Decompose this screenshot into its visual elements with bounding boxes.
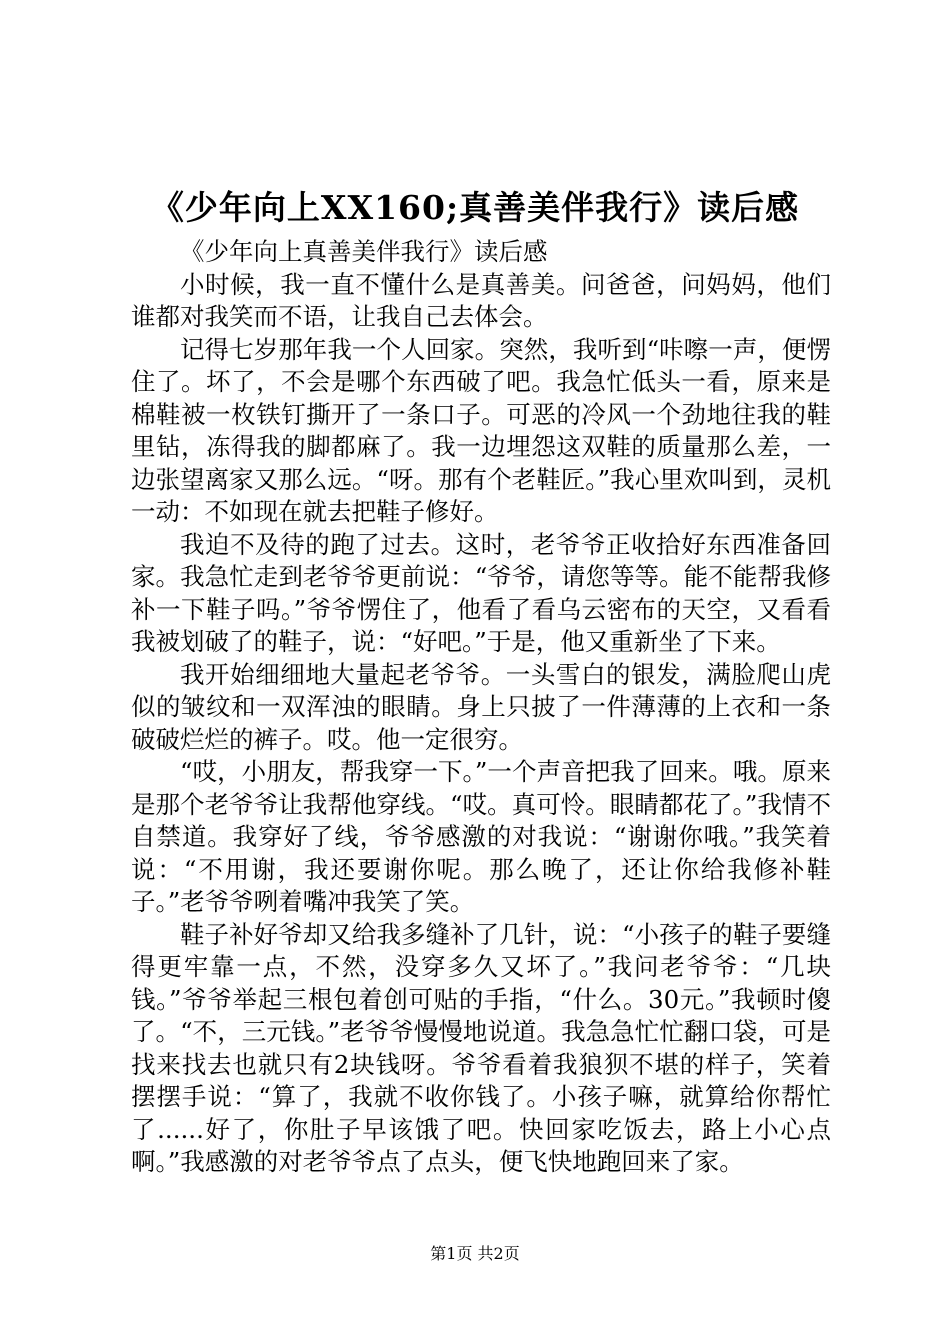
document-title: 《少年向上XX160;真善美伴我行》读后感 xyxy=(150,188,800,227)
paragraph: “哎，小朋友，帮我穿一下。”一个声音把我了回来。哦。原来是那个老爷爷让我帮他穿线。“哎。真可怜。眼睛都花了。”我情不自禁道。我穿好了线，爷爷感激的对我说：“谢谢你哦。”我笑着说：“不用谢，我还要谢你呢。那么晚了，还让你给我修补鞋子。”老爷爷咧着嘴冲我笑了笑。 xyxy=(131,757,831,916)
page-footer: 第1页 共2页 xyxy=(430,1244,520,1263)
document-body xyxy=(131,236,831,1179)
paragraph: 记得七岁那年我一个人回家。突然，我听到“咔嚓一声，便愣住了。坏了，不会是哪个东西破了吧。我急忙低头一看，原来是棉鞋被一枚铁钉撕开了一条口子。可恶的冷风一个劲地往我的鞋里钻，冻得我的脚都麻了。我一边埋怨这双鞋的质量那么差，一边张望离家又那么远。“呀。那有个老鞋匠。”我心里欢叫到，灵机一动：不如现在就去把鞋子修好。 xyxy=(131,334,831,526)
paragraph: 鞋子补好爷却又给我多缝补了几针，说：“小孩子的鞋子要缝得更牢靠一点，不然，没穿多久又坏了。”我问老爷爷：“几块钱。”爷爷举起三根包着创可贴的手指，“什么。30元。”我顿时傻了。“不，三元钱。”老爷爷慢慢地说道。我急急忙忙翻口袋，可是找来找去也就只有2块钱呀。爷爷看着我狼狈不堪的样子，笑着摆摆手说：“算了，我就不收你钱了。小孩子嘛，就算给你帮忙了......好了，你肚子早该饿了吧。快回家吃饭去，路上小心点啊。”我感激的对老爷爷点了点头，便飞快地跑回来了家。 xyxy=(131,919,831,1176)
paragraph: 小时候，我一直不懂什么是真善美。问爸爸，问妈妈，他们谁都对我笑而不语，让我自己去体会。 xyxy=(131,269,831,331)
paragraph-subtitle: 《少年向上真善美伴我行》读后感 xyxy=(180,237,548,266)
paragraph: 我迫不及待的跑了过去。这时，老爷爷正收拾好东西准备回家。我急忙走到老爷爷更前说：“爷爷，请您等等。能不能帮我修补一下鞋子吗。”爷爷愣住了，他看了看乌云密布的天空，又看看我被划破了的鞋子，说：“好吧。”于是，他又重新坐了下来。 xyxy=(131,529,831,656)
paragraph: 我开始细细地大量起老爷爷。一头雪白的银发，满脸爬山虎似的皱纹和一双浑浊的眼睛。身上只披了一件薄薄的上衣和一条破破烂烂的裤子。哎。他一定很穷。 xyxy=(131,659,831,754)
